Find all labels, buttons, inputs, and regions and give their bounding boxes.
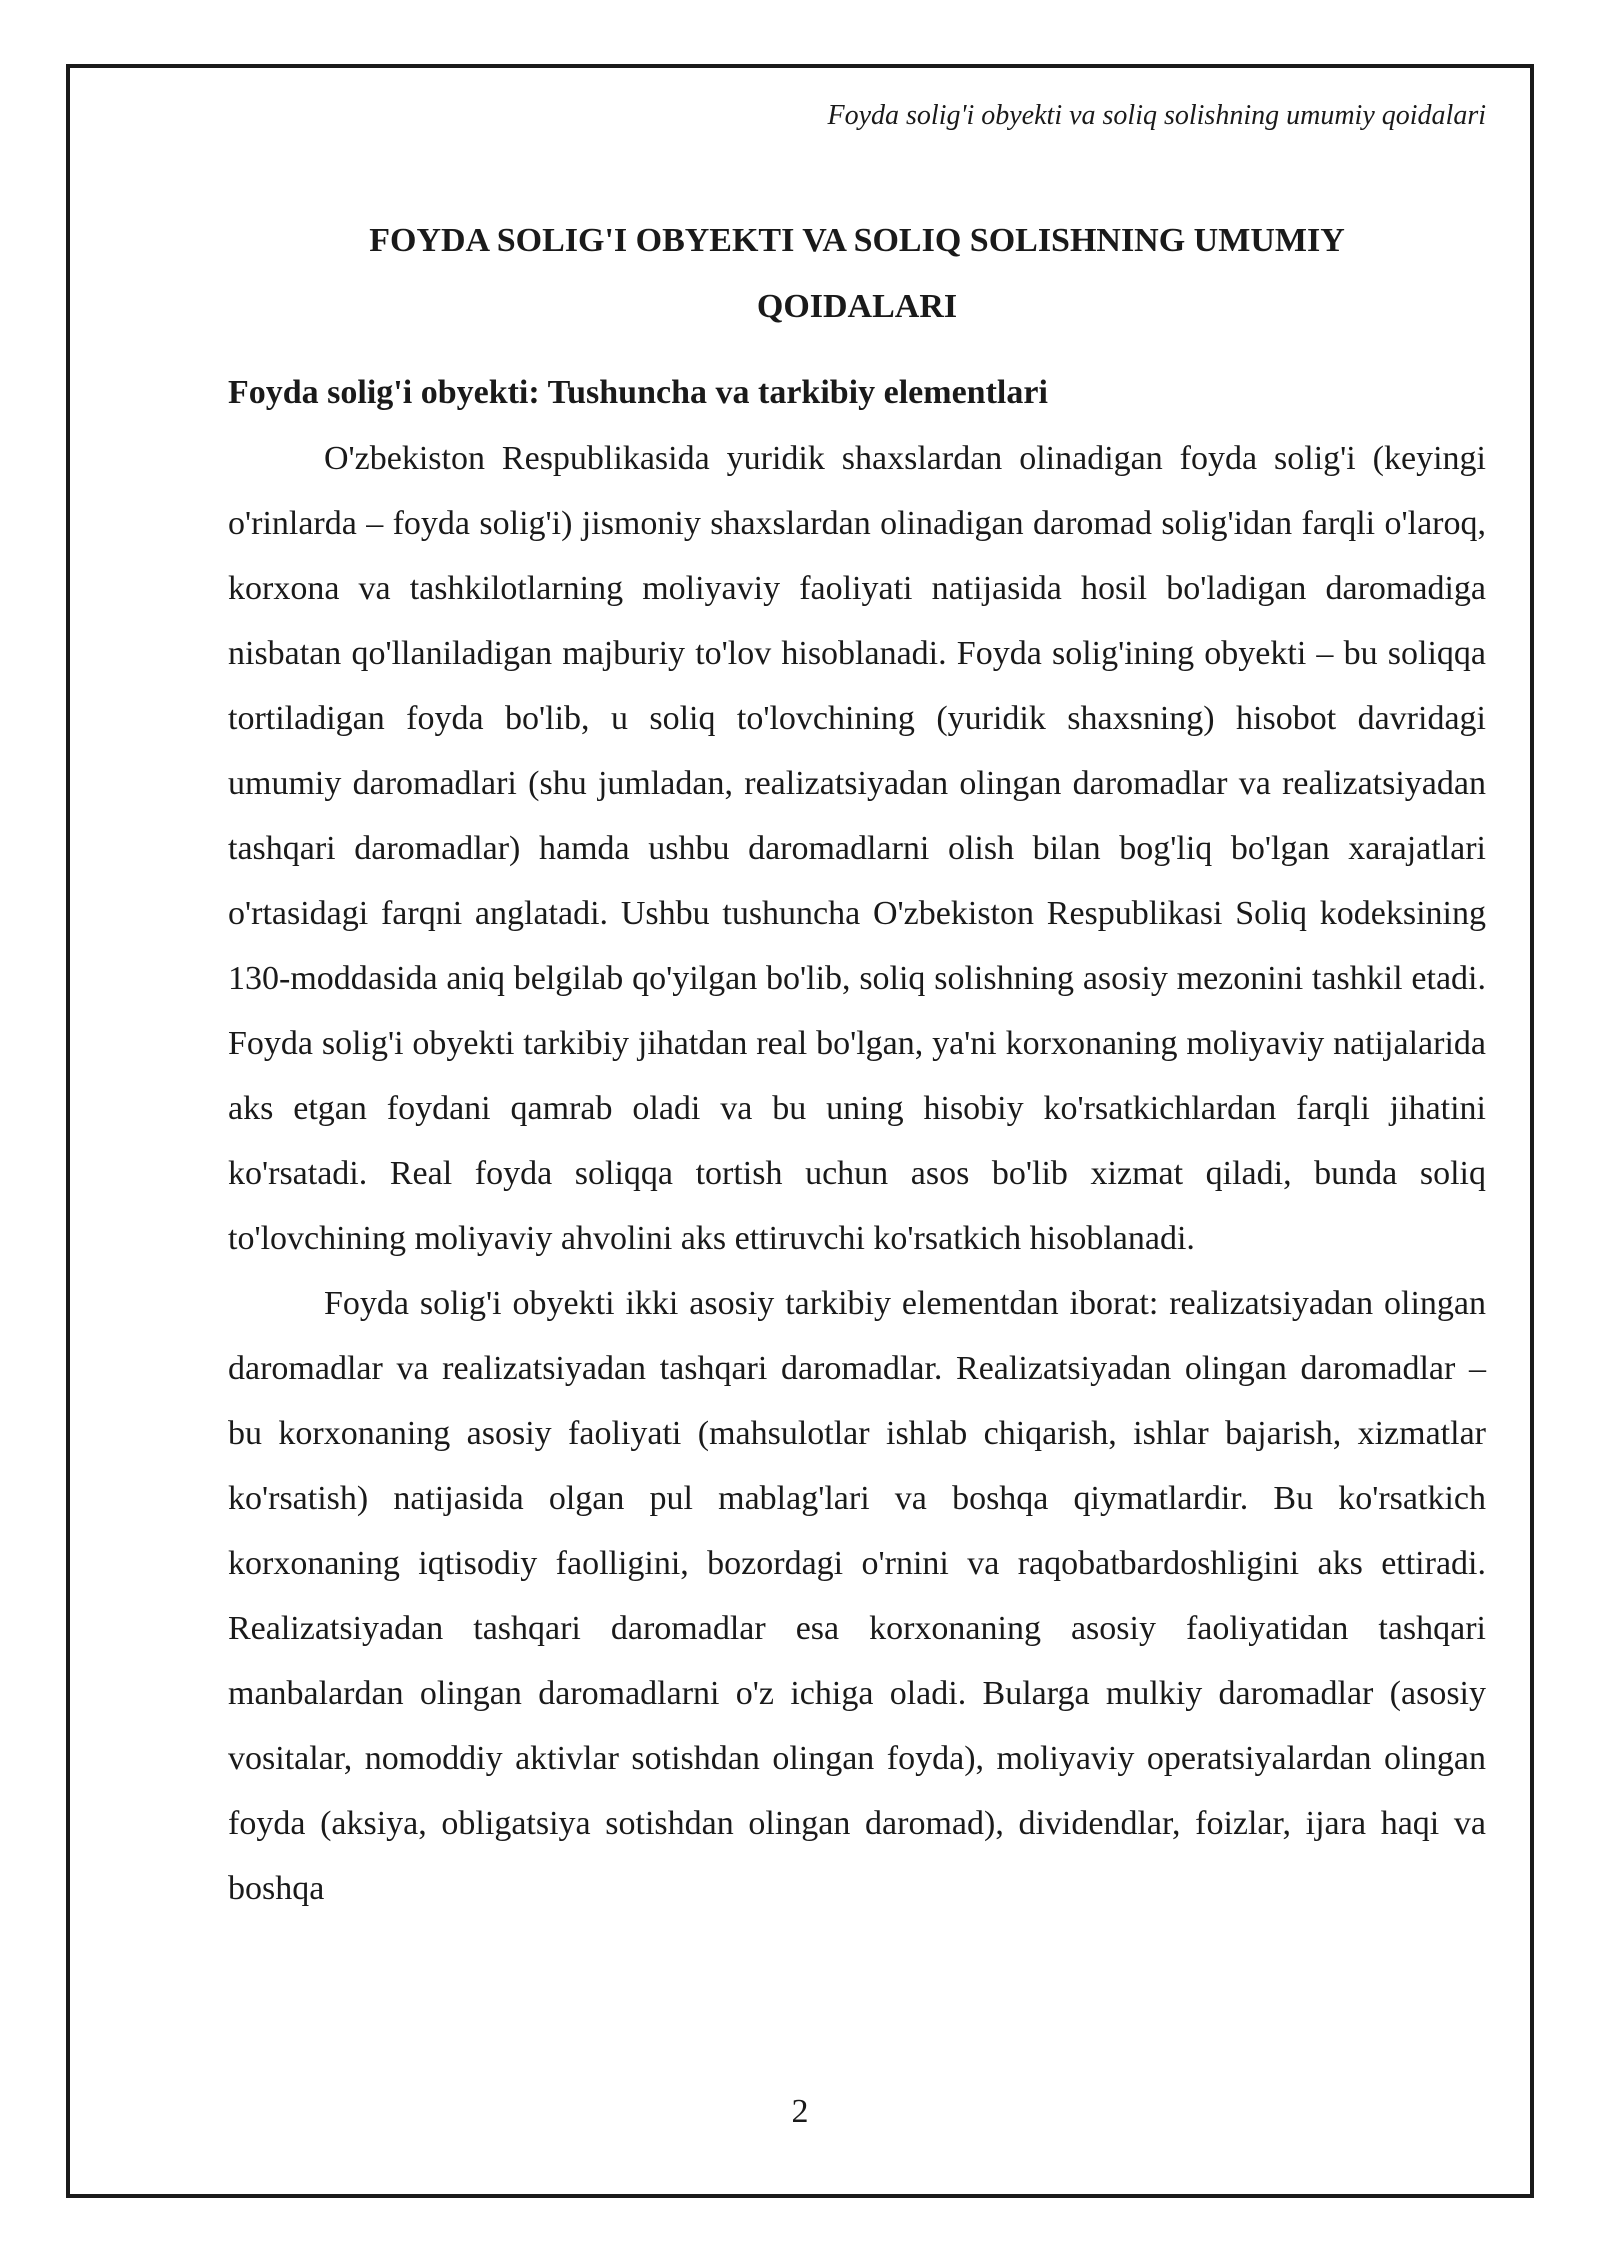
document-title: FOYDA SOLIG'I OBYEKTI VA SOLIQ SOLISHNING UMUMIY QOIDALARI (369, 222, 1345, 325)
page-number: 2 (791, 2093, 809, 2130)
document-body (228, 208, 1486, 1921)
paragraph-2: Foyda solig'i obyekti ikki asosiy tarkibiy elementdan iborat: realizatsiyadan olingan daromadlar va realizatsiyadan tashqari daromadlar. Realizatsiyadan olingan daromadlar – bu korxonaning asosiy faoliyati (mahsulotlar ishlab chiqarish, ishlar bajarish, xizmatlar ko'rsatish) natijasida olgan pul mablag'lari va boshqa qiymatlardir. Bu ko'rsatkich korxonaning iqtisodiy faolligini, bozordagi o'rnini va raqobatbardoshligini aks ettiradi. Realizatsiyadan tashqari daromadlar esa korxonaning asosiy faoliyatidan tashqari manbalardan olingan daromadlarni o'z ichiga oladi. Bularga mulkiy daromadlar (asosiy vositalar, nomoddiy aktivlar sotishdan olingan foyda), moliyaviy operatsiyalardan olingan foyda (aksiya, obligatsiya sotishdan olingan daromad), dividendlar, foizlar, ijara haqi va boshqa (228, 1285, 1486, 1907)
running-header: Foyda solig'i obyekti va soliq solishning umumiy qoidalari (827, 100, 1486, 131)
section-heading: Foyda solig'i obyekti: Tushuncha va tarkibiy elementlari (228, 374, 1048, 411)
paragraph-1: O'zbekiston Respublikasida yuridik shaxslardan olinadigan foyda solig'i (keyingi o'rinlarda – foyda solig'i) jismoniy shaxslardan olinadigan daromad solig'idan farqli o'laroq, korxona va tashkilotlarning moliyaviy faoliyati natijasida hosil bo'ladigan daromadiga nisbatan qo'llaniladigan majburiy to'lov hisoblanadi. Foyda solig'ining obyekti – bu soliqqa tortiladigan foyda bo'lib, u soliq to'lovchining (yuridik shaxsning) hisobot davridagi umumiy daromadlari (shu jumladan, realizatsiyadan olingan daromadlar va realizatsiyadan tashqari daromadlar) hamda ushbu daromadlarni olish bilan bog'liq bo'lgan xarajatlari o'rtasidagi farqni anglatadi. Ushbu tushuncha O'zbekiston Respublikasi Soliq kodeksining 130-moddasida aniq belgilab qo'yilgan bo'lib, soliq solishning asosiy mezonini tashkil etadi. Foyda solig'i obyekti tarkibiy jihatdan real bo'lgan, ya'ni korxonaning moliyaviy natijalarida aks etgan foydani qamrab oladi va bu uning hisobiy ko'rsatkichlardan farqli jihatini ko'rsatadi. Real foyda soliqqa tortish uchun asos bo'lib xizmat qiladi, bunda soliq to'lovchining moliyaviy ahvolini aks ettiruvchi ko'rsatkich hisoblanadi. (228, 440, 1486, 1257)
